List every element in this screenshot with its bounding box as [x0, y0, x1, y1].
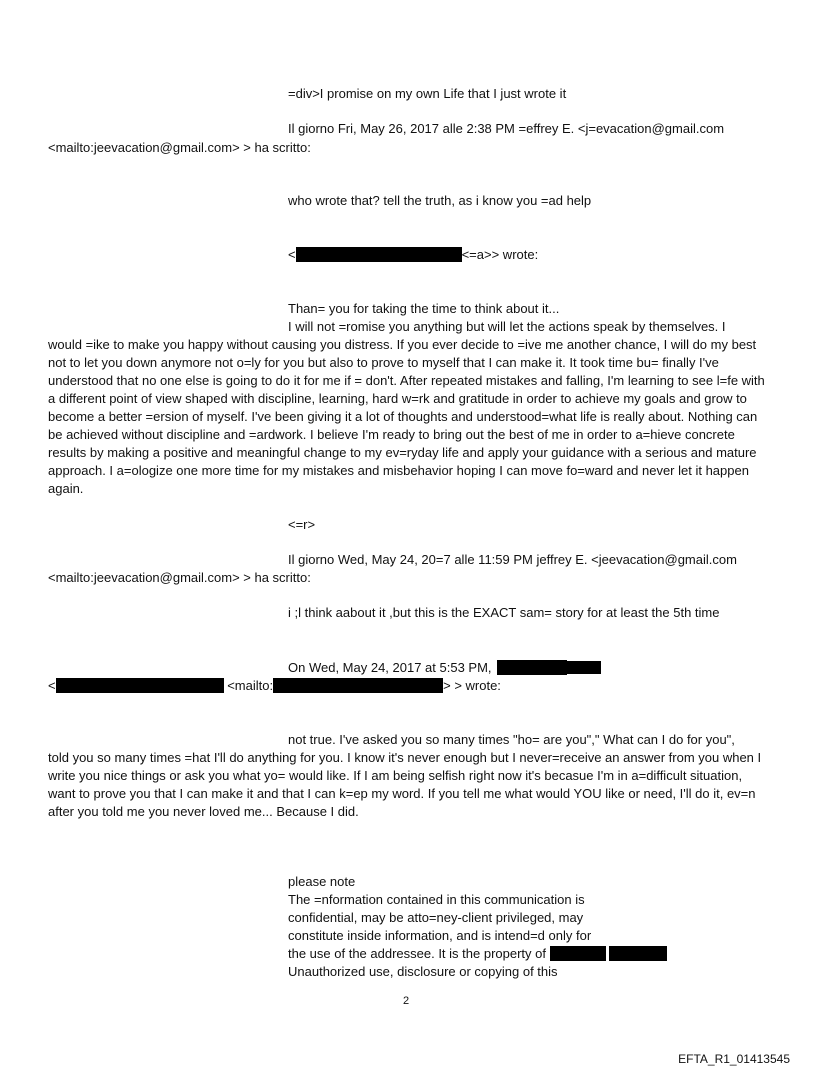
br-tag-line: <=r> [288, 517, 316, 532]
header-mailto: <mailto: [227, 678, 274, 693]
page-number: 2 [403, 995, 410, 1007]
redaction-block [56, 678, 224, 693]
reply-line: i ;l think aabout it ,but this is the EXACT sam= story for at least the 5th time [288, 605, 720, 620]
disclaimer-line: Unauthorized use, disclosure or copying of this [288, 964, 558, 979]
redaction-block [273, 678, 443, 693]
email-header-line: Il giorno Fri, May 26, 2017 alle 2:38 PM =effrey E. <j=evacation@gmail.com [288, 121, 725, 136]
email-line: =div>I promise on my own Life that I just wrote it [288, 86, 567, 101]
disclaimer-line: The =nformation contained in this communication is [288, 892, 585, 907]
document-id: EFTA_R1_01413545 [678, 1052, 790, 1066]
email-header-line [288, 659, 601, 677]
header-suffix: > > wrote: [443, 678, 501, 693]
disclaimer-line: please note [288, 874, 356, 889]
redaction-block [550, 946, 606, 961]
disclaimer-line: constitute inside information, and is intend=d only for [288, 928, 592, 943]
redaction-block [296, 247, 462, 262]
paragraph-body: would =ike to make you happy without causing you distress. If you ever decide to =ive me another chance, I will do my best not to let you down anymore not o=ly for you but also to prove to myself that I can make it. It took time bu= finally I've understood that no one else is going to do it for me if = don't. After repeated mistakes and falling, I'm learning to see l=fe with a different point of view shaped with discipline, learning, hard w=rk and gratitude in order to achieve my goals and grow to become a better =ersion of myself. I've been giving it a lot of thoughts and understood=what life is really about. Nothing can be achieved without discipline and =ardwork. I believe I'm ready to bring out the best of me in order to a=hieve concrete results by making a positive and meaningful change to my ev=ryday life and apply your guidance with a serious and mature approach. I a=ologize one more time for my mistakes and misbehavior hoping I can move fo=ward and never let it happen again. [48, 337, 765, 496]
email-header-line: <mailto:jeevacation@gmail.com> > ha scritto: [48, 570, 311, 585]
disclaimer-text: the use of the addressee. It is the property of [288, 946, 546, 961]
redaction-block [497, 660, 567, 675]
wrote-suffix: <=a>> wrote: [461, 247, 539, 262]
redaction-block [567, 661, 601, 674]
reply-line: who wrote that? tell the truth, as i know you =ad help [288, 193, 592, 208]
disclaimer-line [288, 945, 667, 964]
wrote-prefix: < [288, 247, 296, 262]
email-header-line [48, 677, 501, 695]
email-header-line: <mailto:jeevacation@gmail.com> > ha scritto: [48, 140, 311, 155]
header-text: On Wed, May 24, 2017 at 5:53 PM, [288, 660, 492, 675]
paragraph-first-line: Than= you for taking the time to think about it... [288, 301, 560, 316]
paragraph-indent-line: I will not =romise you anything but will let the actions speak by themselves. I [288, 319, 726, 334]
redaction-block [609, 946, 667, 961]
wrote-line [288, 246, 538, 264]
paragraph-first-line: not true. I've asked you so many times "ho= are you"," What can I do for you", [288, 732, 735, 747]
paragraph-body: told you so many times =hat I'll do anything for you. I know it's never enough but I never=receive an answer from you when I write you nice things or ask you what yo= would like. If I am being selfish right now it's becasue I'm in a=difficult situation, want to prove you that I can make it and that I can k=ep my word. If you tell me what would YOU like or need, I'll do it, ev=n after you told me you never loved me... Because I did. [48, 750, 762, 819]
disclaimer-line: confidential, may be atto=ney-client privileged, may [288, 910, 584, 925]
email-header-line: Il giorno Wed, May 24, 20=7 alle 11:59 PM jeffrey E. <jeevacation@gmail.com [288, 552, 737, 567]
header-prefix: < [48, 678, 56, 693]
